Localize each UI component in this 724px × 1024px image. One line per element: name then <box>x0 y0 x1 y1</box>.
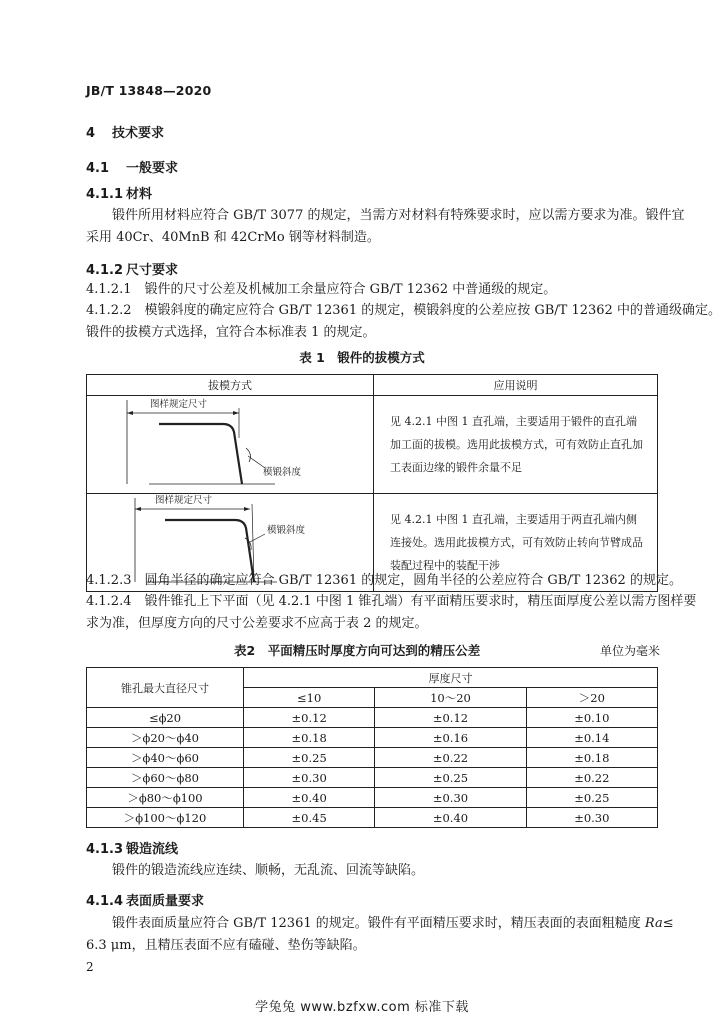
table-2-tolerance-cell: ±0.14 <box>526 728 657 748</box>
table-2-diameter-cell: ≤ϕ20 <box>87 708 244 728</box>
table-row <box>87 748 658 768</box>
section-4-1-4-heading: 4.1.4 表面质量要求 <box>86 894 205 909</box>
section-4-heading: 4 技术要求 <box>86 126 165 141</box>
table-2-tolerances <box>86 667 658 828</box>
figure-label-drawing-size: 图样规定尺寸 <box>150 399 208 410</box>
page-number: 2 <box>86 960 94 974</box>
table-2-caption: 表2 平面精压时厚度方向可达到的精压公差 <box>234 643 481 658</box>
paragraph-4-1-3: 锻件的锻造流线应连续、顺畅，无乱流、回流等缺陷。 <box>112 863 425 878</box>
table-2-row-header: 锥孔最大直径尺寸 <box>87 668 244 708</box>
paragraph-4-1-1: 锻件所用材料应符合 GB/T 3077 的规定，当需方对材料有特殊要求时，应以需方要求为准。锻件宜 采用 40Cr、40MnB 和 42CrMo 钢等材料制造。 <box>86 208 685 245</box>
table-1-header-application: 应用说明 <box>374 375 658 396</box>
table-2-tolerance-cell: ±0.25 <box>375 768 526 788</box>
table-2-unit: 单位为毫米 <box>600 644 661 658</box>
section-4-1-3-heading: 4.1.3 锻造流线 <box>86 842 179 857</box>
draft-diagram-1 <box>87 396 374 494</box>
table-row <box>87 808 658 828</box>
table-row <box>87 396 658 494</box>
table-2-tolerance-cell: ±0.40 <box>375 808 526 828</box>
table-2-diameter-cell: ＞ϕ80～ϕ100 <box>87 788 244 808</box>
section-4-1-2-heading: 4.1.2 尺寸要求 <box>86 263 179 278</box>
table-1-header-method: 拔模方式 <box>87 375 374 396</box>
section-4-1-1-heading: 4.1.1 材料 <box>86 187 153 202</box>
table-2-tolerance-cell: ±0.25 <box>526 788 657 808</box>
table-2-tolerance-cell: ±0.18 <box>244 728 375 748</box>
table-2-tolerance-cell: ±0.16 <box>375 728 526 748</box>
table-1-draft-methods <box>86 374 682 592</box>
table-1-note-2: 见 4.2.1 中图 1 直孔端，主要适用于两直孔端内侧连接处。选用此拔模方式，可有效防止转向节臂成品装配过程中的装配干涉 <box>374 494 658 592</box>
paragraph-4-1-2-3: 4.1.2.3 圆角半径的确定应符合 GB/T 12361 的规定，圆角半径的公差应符合 GB/T 12362 的规定。 <box>86 573 682 588</box>
table-2-tolerance-cell: ±0.18 <box>526 748 657 768</box>
table-2-col-header: ＞20 <box>526 688 657 708</box>
table-2-tolerance-cell: ±0.25 <box>244 748 375 768</box>
table-row <box>87 708 658 728</box>
table-2-col-header: ≤10 <box>244 688 375 708</box>
figure-label-draft-angle: 模锻斜度 <box>263 467 302 478</box>
table-2-tolerance-cell: ±0.22 <box>375 748 526 768</box>
paragraph-4-1-4: 锻件表面质量应符合 GB/T 12361 的规定。锻件有平面精压要求时，精压表面的表面粗糙度 Ra≤ 6.3 μm，且精压表面不应有磕碰、垫伤等缺陷。 <box>86 916 674 953</box>
table-2-diameter-cell: ＞ϕ40～ϕ60 <box>87 748 244 768</box>
paragraph-4-1-2-4: 4.1.2.4 锻件锥孔上下平面（见 4.2.1 中图 1 锥孔端）有平面精压要求时，精压面厚度公差以需方图样要 求为准，但厚度方向的尺寸公差要求不应高于表 2 的规定。 <box>86 594 697 631</box>
figure-label-draft-angle: 模锻斜度 <box>267 525 306 536</box>
table-2-diameter-cell: ＞ϕ20～ϕ40 <box>87 728 244 748</box>
table-2-tolerance-cell: ±0.45 <box>244 808 375 828</box>
paragraph-4-1-2-2: 4.1.2.2 模锻斜度的确定应符合 GB/T 12361 的规定，模锻斜度的公差应按 GB/T 12362 中的普通级确定。 锻件的拔模方式选择，宜符合本标准表 1 的规定。 <box>86 303 721 340</box>
table-2-tolerance-cell: ±0.30 <box>375 788 526 808</box>
table-1-caption: 表 1 锻件的拔模方式 <box>299 350 425 365</box>
paragraph-4-1-2-1: 4.1.2.1 锻件的尺寸公差及机械加工余量应符合 GB/T 12362 中普通级的规定。 <box>86 282 557 297</box>
table-row <box>87 728 658 748</box>
table-2-col-header: 10～20 <box>375 688 526 708</box>
site-footer-watermark: 学兔兔 www.bzfxw.com 标准下载 <box>255 1000 469 1015</box>
section-4-1-heading: 4.1 一般要求 <box>86 161 179 176</box>
table-row <box>87 768 658 788</box>
table-row <box>87 788 658 808</box>
table-1-note-1: 见 4.2.1 中图 1 直孔端，主要适用于锻件的直孔端加工面的拔模。选用此拔模方式，可有效防止直孔加工表面边缘的锻件余量不足 <box>374 396 658 494</box>
table-2-diameter-cell: ＞ϕ60～ϕ80 <box>87 768 244 788</box>
table-2-tolerance-cell: ±0.12 <box>375 708 526 728</box>
document-code-header: JB/T 13848—2020 <box>86 83 212 98</box>
table-2-tolerance-cell: ±0.10 <box>526 708 657 728</box>
table-2-tolerance-cell: ±0.22 <box>526 768 657 788</box>
table-2-group-header: 厚度尺寸 <box>244 668 658 688</box>
table-2-tolerance-cell: ±0.40 <box>244 788 375 808</box>
table-2-tolerance-cell: ±0.12 <box>244 708 375 728</box>
table-2-tolerance-cell: ±0.30 <box>244 768 375 788</box>
table-2-tolerance-cell: ±0.30 <box>526 808 657 828</box>
figure-label-drawing-size: 图样规定尺寸 <box>155 495 213 506</box>
table-2-diameter-cell: ＞ϕ100～ϕ120 <box>87 808 244 828</box>
